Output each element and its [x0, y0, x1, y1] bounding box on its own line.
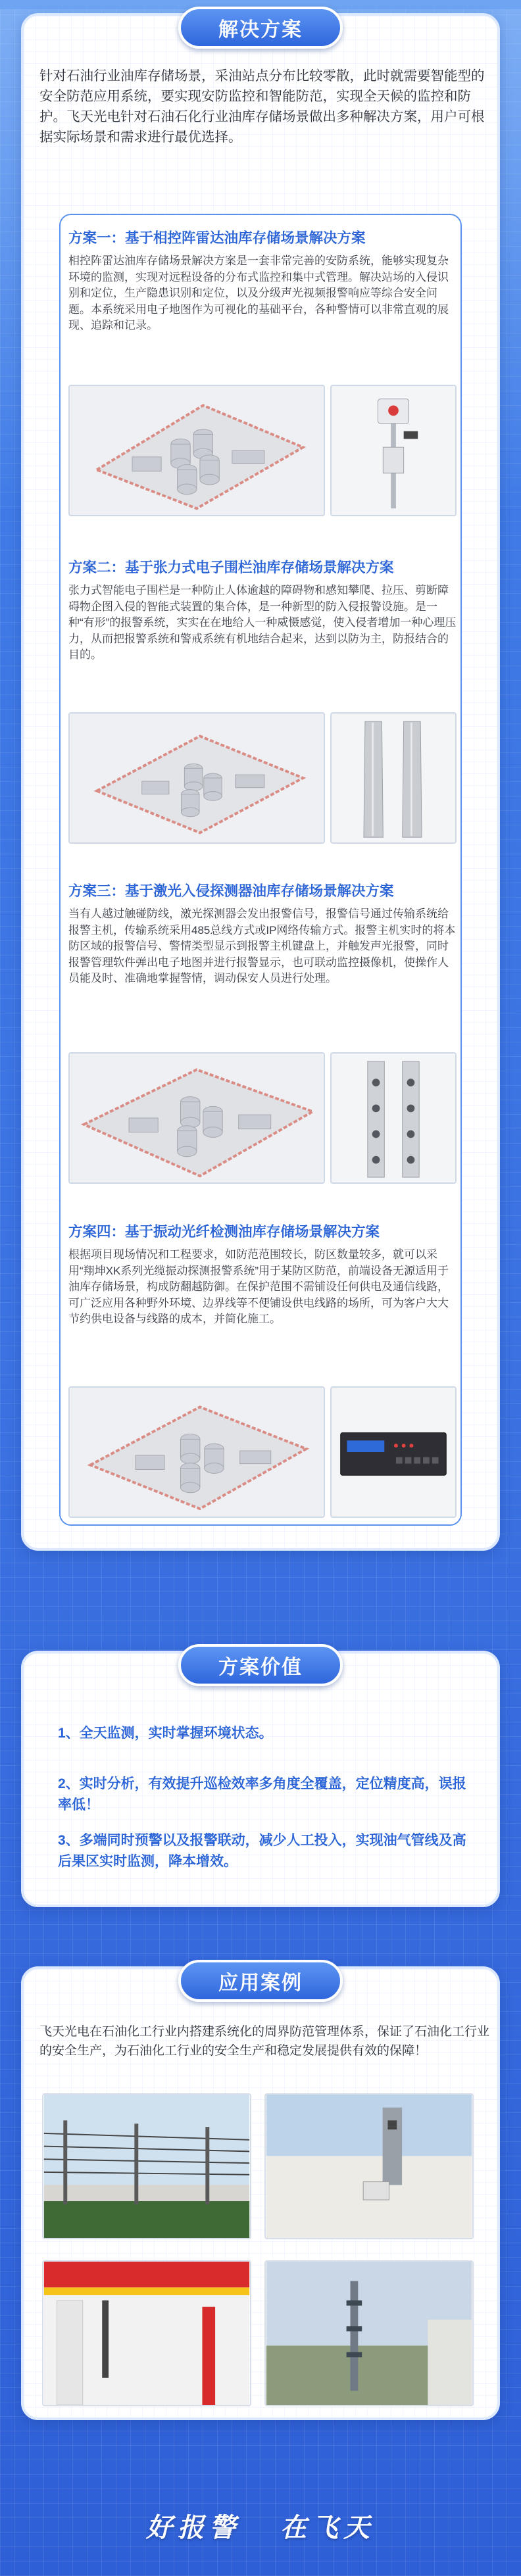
oil-depot-3d-model-image — [68, 385, 325, 516]
scheme-1-images — [68, 385, 457, 516]
scheme-4 — [68, 1222, 457, 1328]
scheme-3-title: 方案三：基于激光入侵探测器油库存储场景解决方案 — [68, 883, 394, 899]
value-item-3: 3、多端同时预警以及报警联动，减少人工投入，实现油气管线及高后果区实时监测，降本增效。 — [58, 1833, 466, 1869]
scheme-2-images — [68, 712, 457, 844]
cases-intro: 飞天光电在石油化工行业内搭建系统化的周界防范管理体系，保证了石油化工行业的安全生产，为石油化工行业的安全生产和稳定发展提供有效的保障！ — [39, 2025, 490, 2058]
scheme-2 — [68, 558, 457, 664]
scheme-1-title: 方案一：基于相控阵雷达油库存储场景解决方案 — [68, 230, 366, 246]
oil-depot-fiber-model-image — [68, 1386, 325, 1518]
tension-fence-post-image — [330, 712, 457, 844]
scheme-2-body: 张力式智能电子围栏是一种防止人体逾越的障碍物和感知攀爬、拉压、剪断障碍物企图入侵的智能式装置的集合体，是一种新型的防入侵报警设施。是一种“有形”的报警系统，实实在在地给人一种威慑感觉，使入侵者增加一种心理压力，从而把报警系统和警戒系统有机地结合起来，达到以防为主，防报结合的目的。 — [68, 584, 457, 662]
solutions-intro: 针对石油行业油库存储场景，采油站点分布比较零散，此时就需要智能型的安全防范应用系统，要实现安防监控和智能防范，实现全天候的监控和防护。飞天光电针对石油石化行业油库存储场景做出多种解决方案，用户可根据实际场景和需求进行最优选择。 — [39, 68, 485, 145]
slogan-left: 好报警 — [146, 2512, 241, 2543]
scheme-1-body: 相控阵雷达油库存储场景解决方案是一套非常完善的安防系统，能够实现复杂环境的监测，实现对远程设备的分布式监控和集中式管理。解决站场的入侵识别和定位，生产隐患识别和定位，以及分级声光视频报警响应等综合安全问题。本系统采用电子地图作为可视化的基础平台，各种警情可以非常直观的展现、追踪和记录。 — [68, 255, 449, 332]
cases-header: 应用案例 — [178, 1960, 343, 2002]
scheme-1 — [68, 228, 457, 334]
scheme-4-images — [68, 1386, 457, 1518]
value-item-2: 2、实时分析，有效提升巡检效率多角度全覆盖，定位精度高，误报率低！ — [58, 1776, 466, 1812]
scheme-3-images — [68, 1052, 457, 1184]
slogan-right: 在飞天 — [280, 2512, 375, 2543]
oil-depot-fence-model-image — [68, 712, 325, 844]
scheme-2-title: 方案二：基于张力式电子围栏油库存储场景解决方案 — [68, 560, 394, 575]
oil-depot-laser-model-image — [68, 1052, 325, 1184]
case-photo-wall-sensor — [264, 2093, 474, 2239]
case-photo-perimeter-posts — [264, 2260, 474, 2406]
laser-detector-image — [330, 1052, 457, 1184]
case-photo-fence-barbed-wire — [42, 2093, 251, 2239]
scheme-4-title: 方案四：基于振动光纤检测油库存储场景解决方案 — [68, 1224, 380, 1240]
scheme-3 — [68, 881, 457, 987]
fiber-detection-host-image — [330, 1386, 457, 1518]
scheme-3-body: 当有人越过触碰防线，激光探测器会发出报警信号，报警信号通过传输系统给报警主机，传输系统采用485总线方式或IP网络传输方式。报警主机实时的将本防区域的报警信号、警情类型显示到报警主机键盘上，并触发声光报警，同时报警管理软件弹出电子地图并进行报警显示，也可联动监控摄像机，使操作人员能及时、准确地掌握警情，调动保安人员进行处理。 — [68, 908, 456, 985]
value-header: 方案价值 — [178, 1644, 343, 1686]
scheme-4-body: 根据项目现场情况和工程要求，如防范范围较长，防区数量较多，就可以采用“翔坤XK系列光缆振动探测报警系统”用于某防区防范，前端设备无源适用于油库存储场景，构成防翻越防御。在保护范围不需铺设任何供电及通信线路，可广泛应用各种野外环境、边界线等不便铺设供电线路的场所，可为客户大大节约供电设备与线路的成本，并简化施工。 — [68, 1248, 449, 1326]
case-photo-gas-station-laser — [42, 2260, 251, 2406]
radar-device-image — [330, 385, 457, 516]
slogan — [0, 2507, 521, 2544]
solutions-header: 解决方案 — [178, 7, 343, 49]
value-item-1: 1、全天监测，实时掌握环境状态。 — [58, 1726, 273, 1741]
